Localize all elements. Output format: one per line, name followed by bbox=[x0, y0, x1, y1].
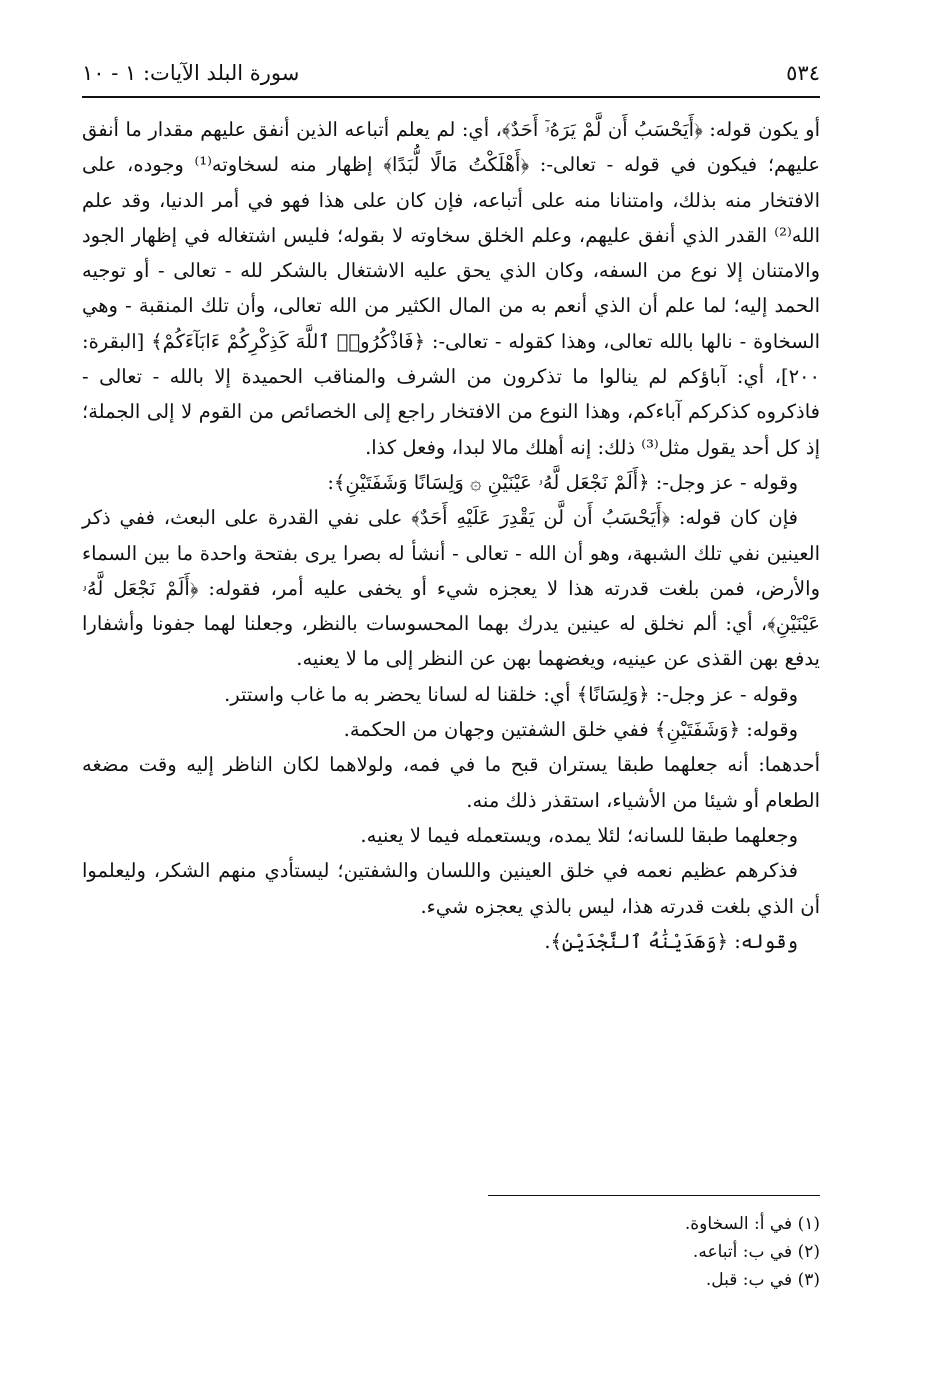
footnote: (٢) في ب: أتباعه. bbox=[692, 1242, 820, 1262]
paragraph: فذكرهم عظيم نعمه في خلق العينين واللسان والشفتين؛ ليستأدي منهم الشكر، وليعلموا أن الذي بلغت قدرته هذا، ليس بالذي يعجزه شيء. bbox=[82, 859, 820, 918]
header-rule bbox=[82, 96, 820, 98]
page-number: ٥٣٤ bbox=[786, 61, 820, 85]
paragraph: وجعلهما طبقا للسانه؛ لئلا يمده، ويستعمله فيما لا يعنيه. bbox=[360, 823, 798, 847]
paragraph: فإن كان قوله: ﴿أَيَحْسَبُ أَن لَّن يَقْدِرَ عَلَيْهِ أَحَدٌ﴾ على نفي القدرة على البعث، ففي ذكر العينين نفي تلك الشبهة، وهو أن الله - تعالى - أنشأ له بصرا يرى بفتحة واحدة ما بين السماء والأرض، فمن بلغت قدرته هذا لا يعجزه شيء أو يخفى عليه أمر، فقوله: ﴿أَلَمْ نَجْعَل لَّهُۥ عَيْنَيْنِ﴾، أي: ألم نخلق له عينين يدرك بهما المحسوسات بالنظر، وجعلنا لهما جفونا وأشفارا يدفع بهن القذى عن عينيه، ويغضهما بهن عن النظر إلى ما لا يعنيه. bbox=[82, 506, 820, 671]
page-header bbox=[82, 52, 820, 94]
running-title: سورة البلد الآيات: ١ - ١٠ bbox=[82, 61, 300, 85]
paragraph: وقوله: ﴿وَشَفَتَيْنِ﴾ ففي خلق الشفتين وجهان من الحكمة. bbox=[343, 718, 798, 742]
footnote-rule bbox=[488, 1195, 820, 1196]
paragraph: وقوله - عز وجل-: ﴿وَلِسَانًا﴾ أي: خلقنا له لسانا يحضر به ما غاب واستتر. bbox=[224, 682, 798, 706]
paragraph: وقوله - عز وجل-: ﴿أَلَمْ نَجْعَل لَّهُۥ عَيْنَيْنِ ۞ وَلِسَانًا وَشَفَتَيْنِ﴾: bbox=[327, 470, 798, 494]
paragraph: أحدهما: أنه جعلهما طبقا يستران قبح ما في فمه، ولولاهما لكان الناظر إليه وقت مضغه الطعام أو شيئا من الأشياء، استقذر ذلك منه. bbox=[82, 753, 820, 812]
body-text bbox=[82, 112, 820, 959]
footnote: (٣) في ب: قبل. bbox=[705, 1270, 820, 1290]
footnote: (١) في أ: السخاوة. bbox=[684, 1214, 820, 1234]
footnotes bbox=[300, 1210, 820, 1294]
paragraph: وقوله: ﴿وَهَدَيْنَٰهُ ٱلنَّجْدَيْنِ﴾. bbox=[544, 929, 798, 953]
paragraph: أو يكون قوله: ﴿أَيَحْسَبُ أَن لَّمْ يَرَهُۥٓ أَحَدٌ﴾، أي: لم يعلم أتباعه الذين أنفق عليهم مقدار ما أنفق عليهم؛ فيكون في قوله - تعالى-: ﴿أَهْلَكْتُ مَالًا لُّبَدًا﴾ إظهار منه لسخاوته⁽¹⁾ وجوده، على الافتخار منه بذلك، وامتنانا منه على أتباعه، فإن كان على هذا فهو في أمر الدنيا، وقد علم الله⁽²⁾ القدر الذي أنفق عليهم، وعلم الخلق سخاوته لا بقوله؛ فليس اشتغاله في إظهار الجود والامتنان إلا نوع من السفه، وكان الذي يحق عليه الاشتغال بالشكر لله - تعالى - أو توجيه الحمد إليه؛ لما علم أن الذي أنعم به من المال الكثير من الله تعالى، وأن تلك المنقبة - وهي السخاوة - نالها بالله تعالى، وهذا كقوله - تعالى-: ﴿فَاذْكُرُوا۟ ٱللَّهَ كَذِكْرِكُمْ ءَابَآءَكُمْ﴾ [البقرة: ٢٠٠]، أي: آباؤكم لم ينالوا ما تذكرون من الشرف والمناقب الحميدة إلا بالله - تعالى - فاذكروه كذكركم آباءكم، وهذا النوع من الافتخار راجع إلى الخصائص من القوم لا إلى الجملة؛ إذ كل أحد يقول مثل⁽³⁾ ذلك: إنه أهلك مالا لبدا، وفعل كذا. bbox=[82, 118, 820, 459]
